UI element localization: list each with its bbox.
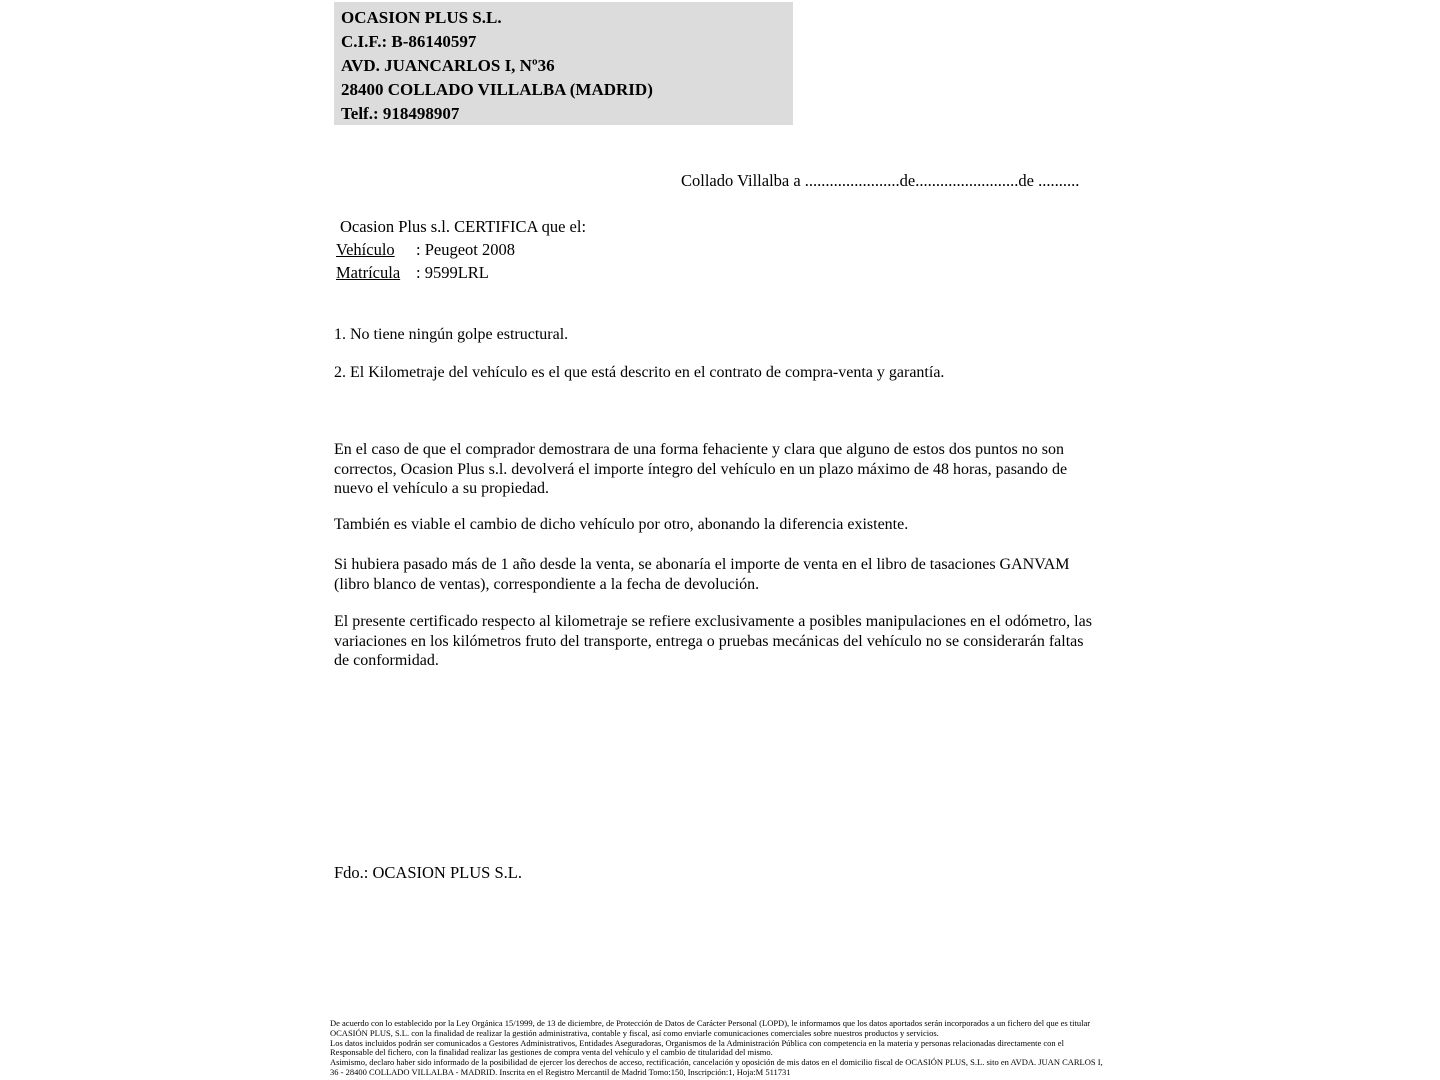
certification-point-1: 1. No tiene ningún golpe estructural. (334, 326, 569, 343)
legal-footer-paragraph-2: Los datos incluidos podrán ser comunicados a Gestores Administrativos, Entidades Aseguradoras, Organismos de la Administración Pública con competencia en la materia y personas relacionadas directamente con el Responsable del fichero, con la finalidad realizar las gestiones de compra venta del vehículo y el cambio de titularidad del mismo. (330, 1037, 1064, 1058)
company-cif: C.I.F.: B-86140597 (341, 32, 477, 51)
paragraph-refund: En el caso de que el comprador demostrara de una forma fehaciente y clara que alguno de estos dos puntos no son correctos, Ocasion Plus s.l. devolverá el importe íntegro del vehículo en un plazo máximo de 48 horas, pasando de nuevo el vehículo a su propiedad. (334, 441, 1068, 497)
paragraph-ganvam: Si hubiera pasado más de 1 año desde la venta, se abonaría el importe de venta en el libro de tasaciones GANVAM (libro blanco de ventas), correspondiente a la fecha de devolución. (334, 556, 1070, 593)
company-city: 28400 COLLADO VILLALBA (MADRID) (341, 80, 653, 99)
plate-field (336, 263, 489, 283)
signature-line: Fdo.: OCASION PLUS S.L. (334, 863, 522, 882)
certification-point-2: 2. El Kilometraje del vehículo es el que está descrito en el contrato de compra-venta y garantía. (334, 364, 945, 381)
plate-value: : 9599LRL (416, 263, 489, 282)
plate-label: Matrícula (336, 263, 401, 282)
legal-footer (330, 1019, 1105, 1078)
company-header (334, 2, 793, 125)
paragraph-exchange: También es viable el cambio de dicho vehículo por otro, abonando la diferencia existente. (334, 516, 909, 533)
vehicle-value: : Peugeot 2008 (416, 240, 515, 259)
legal-footer-paragraph-1: De acuerdo con lo establecido por la Ley Orgánica 15/1999, de 13 de diciembre, de Protección de Datos de Carácter Personal (LOPD), le informamos que los datos aportados serán incorporados a un fichero del que es titular OCASIÓN PLUS, S.L. con la finalidad de realizar la gestión administrativa, contable y fiscal, así como enviarle comunicaciones comerciales sobre nuestros productos y servicios. (330, 1018, 1091, 1038)
certifica-line: Ocasion Plus s.l. CERTIFICA que el: (340, 217, 587, 236)
vehicle-label: Vehículo (336, 240, 395, 259)
date-line: Collado Villalba a .......................de.........................de .......... (681, 171, 1080, 190)
company-address: AVD. JUANCARLOS I, Nº36 (341, 56, 555, 75)
company-name: OCASION PLUS S.L. (341, 8, 502, 27)
legal-footer-paragraph-3: Asimismo, declaro haber sido informado de la posibilidad de ejercer los derechos de acceso, rectificación, cancelación y oposición de mis datos en el domicilio fiscal de OCASIÓN PLUS, S.L. sito en AVDA. JUAN CARLOS I, 36 - 28400 COLLADO VILLALBA - MADRID. Inscrita en el Registro Mercantil de Madrid Tomo:150, Inscripción:1, Hoja:M 511731 (330, 1057, 1103, 1077)
paragraph-odometer: El presente certificado respecto al kilometraje se refiere exclusivamente a posibles manipulaciones en el odómetro, las variaciones en los kilómetros fruto del transporte, entrega o pruebas mecánicas del vehículo no se considerarán faltas de conformidad. (334, 613, 1092, 669)
company-phone: Telf.: 918498907 (341, 104, 460, 123)
vehicle-field (336, 240, 515, 260)
